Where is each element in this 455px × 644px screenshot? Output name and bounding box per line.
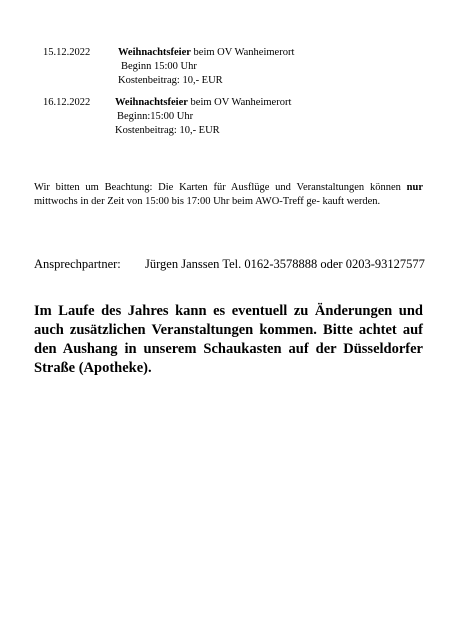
- notice-text-after: mittwochs in der Zeit von 15:00 bis 17:00 Uhr beim AWO-Treff ge- kauft werden.: [34, 196, 381, 207]
- event-cost: Kostenbeitrag: 10,- EUR: [118, 75, 223, 86]
- event-start-time: Beginn:15:00 Uhr: [117, 111, 194, 122]
- event-start-time: Beginn 15:00 Uhr: [121, 61, 197, 72]
- event-details: [118, 46, 294, 88]
- event-title-name: Weihnachtsfeier: [118, 47, 191, 58]
- event-title: [115, 96, 291, 110]
- event-details: [115, 96, 291, 138]
- notice-text-before: Wir bitten um Beachtung: Die Karten für Ausflüge und Veranstaltungen können: [34, 182, 407, 193]
- event-title-name: Weihnachtsfeier: [115, 97, 188, 108]
- contact-value: Jürgen Janssen Tel. 0162-3578888 oder 0203-93127577: [145, 257, 425, 271]
- event-cost: Kostenbeitrag: 10,- EUR: [115, 125, 220, 136]
- event-title: [118, 46, 294, 60]
- contact-line: [34, 256, 425, 272]
- event-date: 15.12.2022: [43, 47, 91, 58]
- event-title-location: beim OV Wanheimerort: [187, 97, 292, 108]
- event-title-location: beim OV Wanheimerort: [190, 47, 295, 58]
- change-announcement: Im Laufe des Jahres kann es eventuell zu Änderungen und auch zusätzlichen Veranstaltungen kommen. Bitte achtet auf den Aushang in unserem Schaukasten auf der Düsseldorfer Straße (Apotheke).: [34, 303, 423, 376]
- contact-label: Ansprechpartner:: [34, 257, 121, 271]
- notice-emphasis: nur: [406, 182, 423, 193]
- event-date: 16.12.2022: [43, 97, 91, 108]
- ticket-notice: [34, 181, 423, 209]
